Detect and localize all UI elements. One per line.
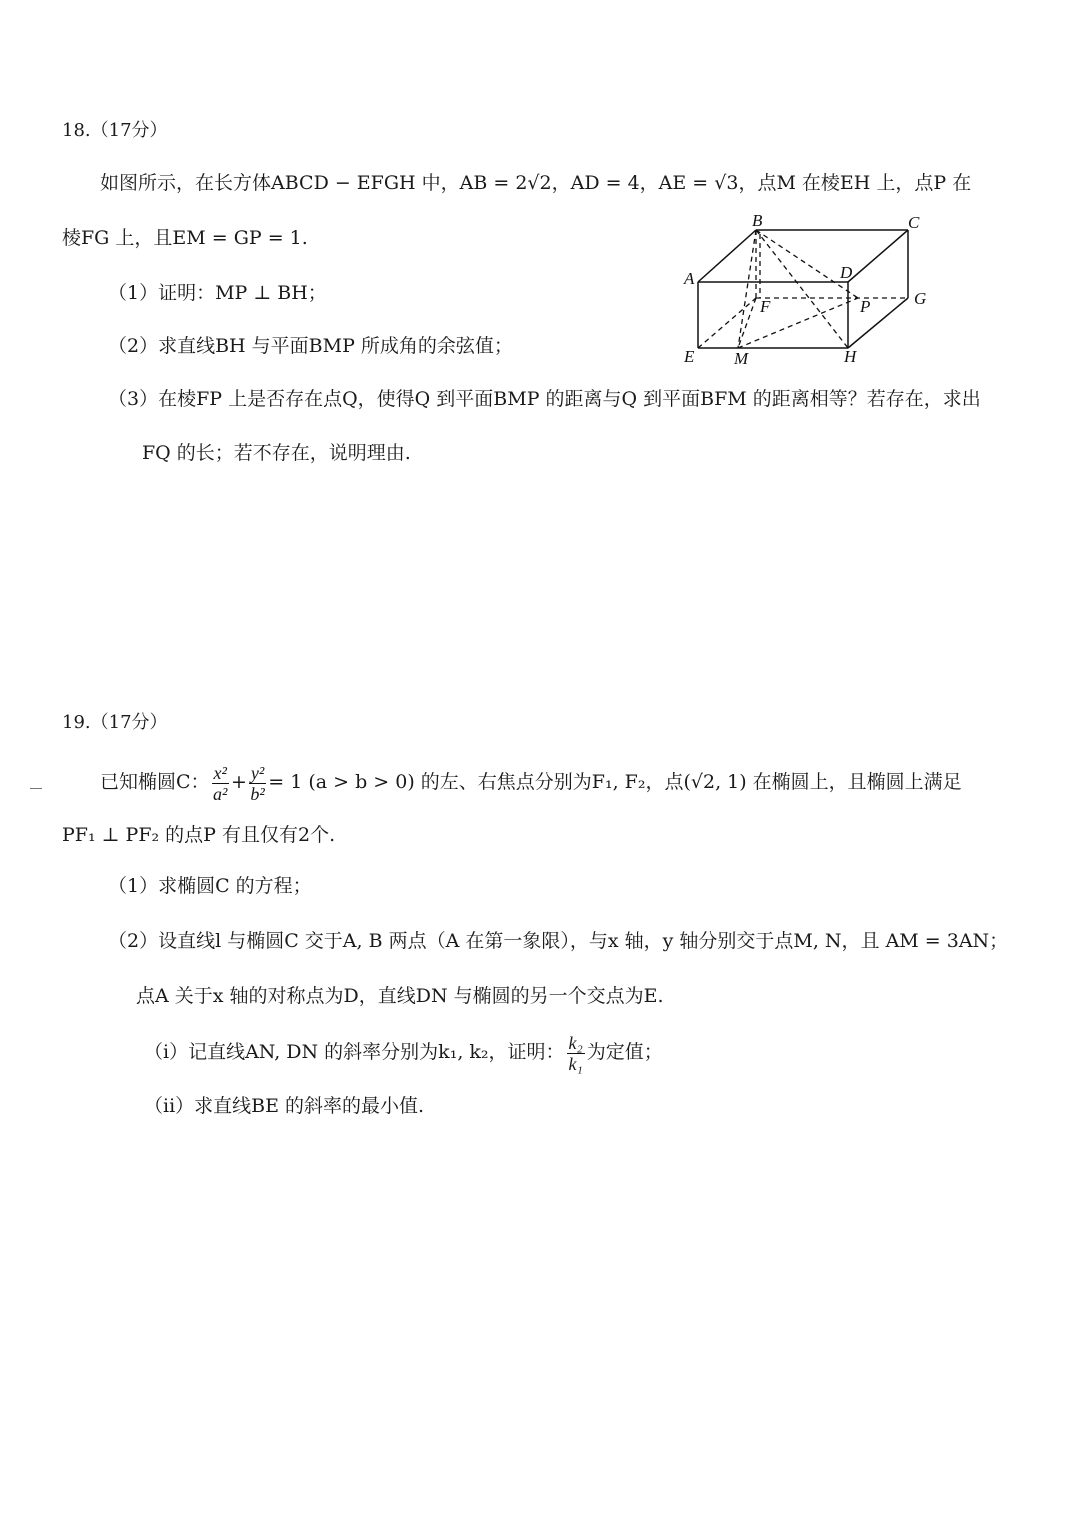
cuboid-diagram [678, 212, 940, 372]
label-A: A [684, 269, 695, 288]
label-C: C [908, 213, 920, 232]
fraction-denominator: b² [250, 783, 265, 804]
label-H: H [844, 347, 857, 366]
q18-intro-line-1: 如图所示，在长方体ABCD − EFGH 中，AB = 2√2，AD = 4，AE = √3，点M 在棱EH 上，点P 在 [100, 172, 972, 194]
label-F: F [760, 297, 771, 316]
q19-part-1: （1）求椭圆C 的方程； [108, 875, 312, 897]
q19-heading: 19.（17分） [62, 712, 168, 733]
fraction-numerator: y² [250, 762, 265, 783]
q19-intro-suffix: = 1 (a > b > 0) 的左、右焦点分别为F₁, F₂，点(√2, 1) 在椭圆上，且椭圆上满足 [268, 771, 962, 793]
fraction-denominator: k₁ [568, 1053, 583, 1074]
q19-intro-prefix: 已知椭圆C： [100, 771, 210, 793]
label-E: E [684, 347, 695, 366]
fraction-k2-over-k1 [567, 1033, 585, 1074]
label-B: B [752, 211, 763, 230]
label-D: D [840, 263, 853, 282]
q18-intro-line-2: 棱FG 上，且EM = GP = 1. [62, 227, 308, 249]
q18-part-3-line-1: （3）在棱FP 上是否存在点Q，使得Q 到平面BMP 的距离与Q 到平面BFM 的距离相等？若存在，求出 [108, 388, 981, 410]
edge-AB [698, 230, 756, 282]
cuboid-figure [678, 212, 940, 372]
label-G: G [914, 289, 927, 308]
q18-heading: 18.（17分） [62, 120, 168, 141]
edge-HG [848, 298, 908, 348]
segment-BH [756, 230, 848, 348]
plus-sign: + [230, 771, 247, 793]
segment-BM [738, 230, 756, 348]
q19-intro-line-1 [100, 760, 962, 804]
segment-MP [738, 298, 858, 348]
q19-part-2-line-2: 点A 关于x 轴的对称点为D，直线DN 与椭圆的另一个交点为E. [136, 985, 664, 1007]
q19-sub-ii: （ii）求直线BE 的斜率的最小值. [144, 1095, 425, 1117]
fraction-x2-over-a2 [212, 763, 229, 804]
label-P: P [860, 297, 871, 316]
fraction-denominator: a² [213, 783, 228, 804]
q19-part-2-line-1: （2）设直线l 与椭圆C 交于A, B 两点（A 在第一象限），与x 轴，y 轴分别交于点M, N，且 AM = 3AN； [108, 930, 1009, 952]
label-M: M [734, 349, 749, 368]
q19-sub-i-prefix: （i）记直线AN, DN 的斜率分别为k₁, k₂，证明： [144, 1041, 565, 1063]
q19-sub-i-suffix: 为定值； [586, 1041, 663, 1063]
q19-intro-line-2: PF₁ ⊥ PF₂ 的点P 有且仅有2个. [62, 824, 336, 846]
q18-part-1: （1）证明：MP ⊥ BH； [108, 282, 327, 304]
fraction-y2-over-b2 [249, 763, 266, 804]
edge-EF-hidden [698, 298, 756, 348]
q19-sub-i [144, 1030, 663, 1074]
edge-DC [848, 230, 908, 282]
fraction-numerator: k₂ [568, 1032, 583, 1053]
q18-part-3-line-2: FQ 的长；若不存在，说明理由. [142, 442, 411, 464]
margin-mark [30, 788, 42, 789]
fraction-numerator: x² [213, 762, 227, 783]
q18-part-2: （2）求直线BH 与平面BMP 所成角的余弦值； [108, 335, 513, 357]
